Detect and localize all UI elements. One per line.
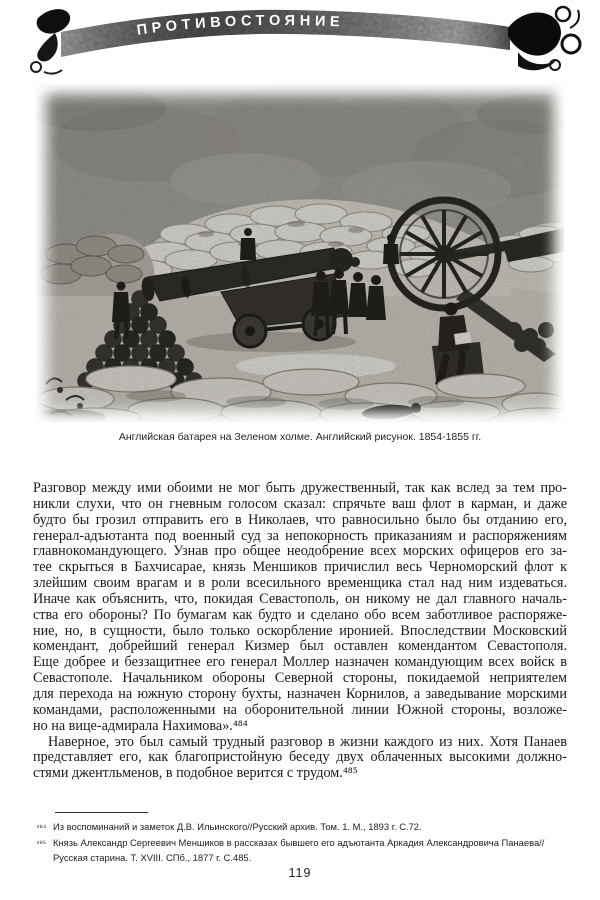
left-gabions	[36, 234, 156, 296]
text-line: Разговор между ими обоими не мог быть дружественный, так как вслед за тем про-	[33, 480, 567, 496]
paragraph-2	[33, 735, 567, 783]
ribbon-right-curl-icon	[508, 7, 580, 70]
footnote	[36, 836, 552, 865]
page-number: 119	[288, 866, 312, 880]
foreground-stones	[38, 354, 564, 422]
text-line: ние, но, в сущности, было только оскорбление иронией. Впоследствии Московский	[33, 622, 567, 639]
banner-title: ПРОТИВОСТОЯНИЕ	[135, 12, 345, 39]
text-line: для перехода на южную сторону бухты, назначен Корнилов, а заведывание морскими	[33, 685, 567, 702]
cannonball-pile	[78, 291, 203, 390]
footnote	[36, 820, 552, 835]
text-line: главнокомандующего. Узнав про общее неодобрение всех морских офицеров его за-	[33, 543, 567, 560]
figure-caption: Английская батарея на Зеленом холме. Английский рисунок. 1854-1855 гг.	[118, 431, 482, 443]
body-text	[33, 481, 567, 782]
footnote-text: Из воспоминаний и заметок Д.В. Ильинского//Русский архив. Том. 1. М., 1893 г. С.72.	[53, 821, 422, 832]
sandbag-parapet	[106, 199, 564, 296]
engraving-grain	[36, 84, 564, 422]
footnote-marker: ⁴⁸⁴	[36, 823, 47, 832]
gun-carriage-wheel	[390, 200, 564, 362]
footnote-text: Князь Александр Сергеевич Меншиков в рассказах бывшего его адъютанта Аркадия Александровича Панаева//Русская старина. Т. XVIII. СПб., 1877 г. С.485.	[53, 837, 545, 863]
text-line: генерал-адъютанта под военный суд за непокорность приказаниям и распоряжениям	[33, 527, 567, 544]
text-line: но на вице-адмирала Нахимова».⁴⁸⁴	[33, 717, 248, 734]
soldier-figures	[112, 228, 399, 339]
text-line: тее скрыться в Бахчисарае, князь Меншиков причислил весь Черноморский флот к	[33, 559, 567, 576]
footnote-divider	[55, 812, 148, 813]
ground-details	[36, 378, 421, 422]
text-line: Еще добрее и беззащитнее его генерал Моллер назначен командующим всех войск в	[33, 654, 567, 671]
text-line: никли слухи, что он гневным голосом сказал: спрячьте ваш флот в карман, и даже	[33, 495, 567, 512]
text-line: представляет его, как благопристойную беседу двух облаченных высокими должно-	[33, 749, 567, 766]
text-line: комендант, добрейший генерал Кизмер был оставлен комендантом Севастополя.	[33, 638, 567, 655]
text-line: ства его обороны? По бумагам как будто и сделано обо всем заботливое распоряже-	[33, 606, 567, 623]
paragraph-1	[33, 481, 567, 735]
text-line: Наверное, это был самый трудный разговор в жизни каждого из них. Хотя Панаев	[48, 733, 567, 750]
seated-officer	[432, 303, 484, 388]
text-line: будто бы грозил отправить его в Николаев, что равносильно было бы отданию его,	[33, 511, 567, 528]
right-cannon	[502, 228, 564, 354]
text-line: Иначе как объяснить, что, покидая Севастополь, он никому не дал главного началь-	[33, 590, 567, 607]
footnote-marker: ⁴⁸⁵	[36, 839, 47, 849]
main-cannon	[140, 248, 360, 352]
text-line: стями джентльменов, в подобное верится с трудом.⁴⁸⁵	[33, 765, 358, 782]
engraving-sky	[36, 84, 564, 422]
engraving-ground	[36, 289, 564, 422]
chapter-banner	[22, 2, 584, 80]
battery-engraving	[36, 84, 564, 422]
text-line: Севастополе. Начальником обороны Северной стороны, покидаемой неприятелем	[33, 670, 567, 687]
text-line: злейшим своим врагам и в роли всесильного временщика стал над ним издеваться.	[33, 575, 567, 592]
text-line: командами, расположенными на оборонительной линии Южной стороны, возложе-	[33, 701, 567, 718]
footnotes	[36, 820, 552, 866]
